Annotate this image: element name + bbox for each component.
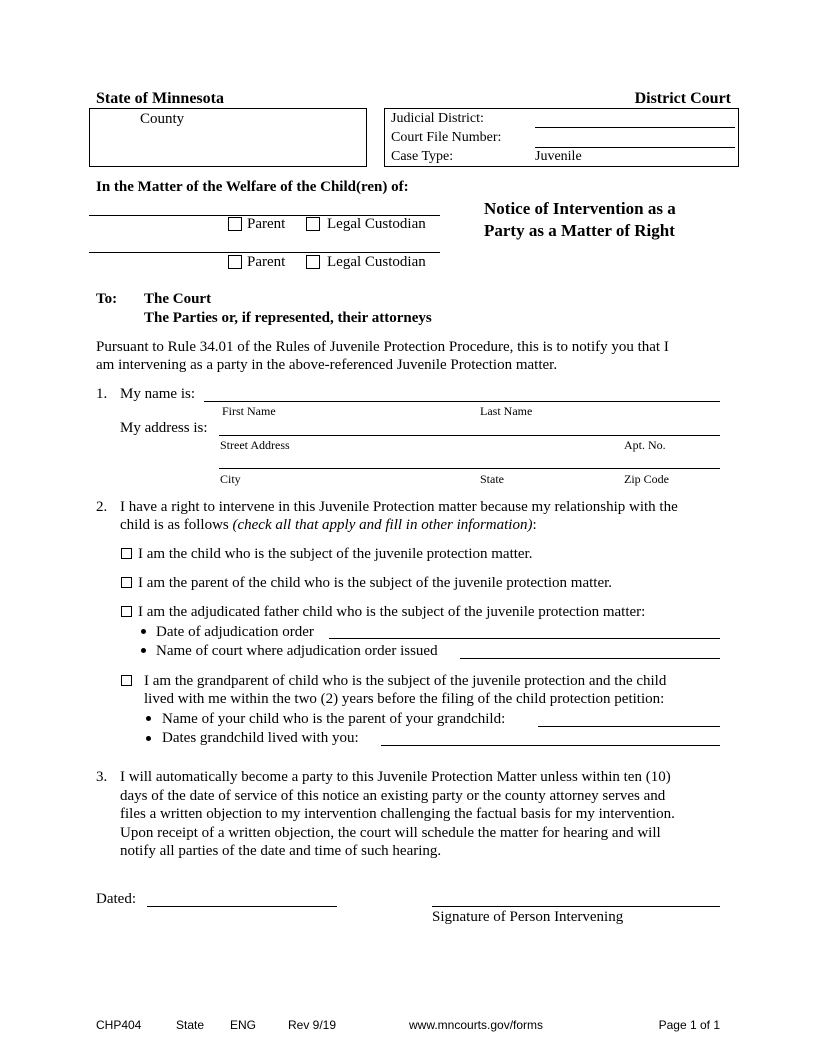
bullet-icon	[141, 629, 146, 634]
footer-form-id: CHP404	[96, 1018, 142, 1032]
state-caption: State	[480, 472, 504, 486]
item-3-line-3: files a written objection to my intervention challenging the factual basis for my intervention.	[120, 806, 675, 822]
street-address-field[interactable]	[219, 435, 720, 436]
zip-caption: Zip Code	[624, 472, 669, 486]
custodian-label-1: Legal Custodian	[327, 216, 426, 232]
footer-page-number: Page 1 of 1	[658, 1018, 720, 1032]
grandchild-dates-label: Dates grandchild lived with you:	[162, 730, 359, 746]
to-parties: The Parties or, if represented, their attorneys	[144, 310, 432, 326]
judicial-district-field[interactable]	[535, 127, 735, 128]
item-3-line-4: Upon receipt of a written objection, the court will schedule the matter for hearing and will	[120, 825, 661, 841]
form-title-line-2: Party as a Matter of Right	[484, 221, 675, 240]
dated-label: Dated:	[96, 891, 136, 907]
matter-heading: In the Matter of the Welfare of the Child(ren) of:	[96, 179, 409, 195]
grandchild-dates-field[interactable]	[381, 745, 720, 746]
intro-line-1: Pursuant to Rule 34.01 of the Rules of Juvenile Protection Procedure, this is to notify you that I	[96, 339, 669, 355]
adjudication-date-field[interactable]	[329, 638, 720, 639]
county-box	[89, 108, 367, 167]
adjudication-date-label: Date of adjudication order	[156, 624, 314, 640]
bullet-icon	[141, 648, 146, 653]
bullet-icon	[146, 736, 151, 741]
footer-scope: State	[176, 1018, 205, 1032]
dated-field[interactable]	[147, 906, 337, 907]
father-option-label: I am the adjudicated father child who is the subject of the juvenile protection matter:	[138, 604, 646, 620]
city-caption: City	[220, 472, 241, 486]
grandchild-parent-field[interactable]	[538, 726, 720, 727]
footer-revision: Rev 9/19	[288, 1018, 337, 1032]
child-option-label: I am the child who is the subject of the juvenile protection matter.	[138, 546, 533, 562]
street-caption: Street Address	[220, 438, 290, 452]
form-title-line-1: Notice of Intervention as a	[484, 199, 676, 218]
county-label: County	[140, 111, 185, 127]
name-label: My name is:	[120, 386, 195, 402]
intro-line-2: am intervening as a party in the above-referenced Juvenile Protection matter.	[96, 357, 558, 373]
item-2-instruction: (check all that apply and fill in other information)	[232, 517, 533, 533]
item-3-number: 3.	[96, 769, 108, 785]
signature-label: Signature of Person Intervening	[432, 909, 624, 925]
bullet-icon	[146, 716, 151, 721]
footer-language: ENG	[230, 1018, 257, 1032]
custodian-checkbox-2[interactable]	[306, 255, 320, 269]
parent-checkbox-2[interactable]	[228, 255, 242, 269]
item-3-line-1: I will automatically become a party to this Juvenile Protection Matter unless within ten (10)	[120, 769, 671, 785]
parent-label-2: Parent	[247, 254, 286, 270]
adjudication-court-field[interactable]	[460, 658, 720, 659]
item-3-line-5: notify all parties of the date and time of such hearing.	[120, 843, 442, 859]
grandchild-parent-label: Name of your child who is the parent of your grandchild:	[162, 711, 506, 727]
item-2-line-2: child is as follows (check all that apply and fill in other information):	[120, 517, 537, 533]
signature-field[interactable]	[432, 906, 720, 907]
item-2-number: 2.	[96, 499, 108, 515]
parent-label-1: Parent	[247, 216, 286, 232]
custodian-checkbox-1[interactable]	[306, 217, 320, 231]
state-title: State of Minnesota	[96, 90, 224, 107]
grandparent-option-line-1: I am the grandparent of child who is the subject of the juvenile protection and the child	[144, 673, 667, 689]
footer-url[interactable]: www.mncourts.gov/forms	[409, 1018, 544, 1032]
apt-caption: Apt. No.	[624, 438, 666, 452]
city-state-zip-field[interactable]	[219, 468, 720, 469]
court-title: District Court	[634, 90, 731, 107]
child-option-checkbox[interactable]	[121, 548, 132, 559]
name-field[interactable]	[204, 401, 720, 402]
court-file-number-label: Court File Number:	[391, 130, 502, 145]
custodian-label-2: Legal Custodian	[327, 254, 426, 270]
father-option-checkbox[interactable]	[121, 606, 132, 617]
parent-checkbox-1[interactable]	[228, 217, 242, 231]
to-label: To:	[96, 291, 118, 307]
case-type-label: Case Type:	[391, 149, 454, 164]
case-type-value: Juvenile	[535, 149, 582, 164]
parent-option-label: I am the parent of the child who is the subject of the juvenile protection matter.	[138, 575, 613, 591]
parent-option-checkbox[interactable]	[121, 577, 132, 588]
case-info-box	[384, 108, 739, 167]
grandparent-option-checkbox[interactable]	[121, 675, 132, 686]
judicial-district-label: Judicial District:	[391, 111, 484, 126]
to-court: The Court	[144, 291, 212, 307]
item-3-line-2: days of the date of service of this notice an existing party or the county attorney serves and	[120, 788, 666, 804]
grandparent-option-line-2: lived with me within the two (2) years before the filing of the child protection petition:	[144, 691, 665, 707]
last-name-caption: Last Name	[480, 404, 533, 418]
adjudication-court-label: Name of court where adjudication order issued	[156, 643, 438, 659]
item-2-line-1: I have a right to intervene in this Juvenile Protection matter because my relationship with the	[120, 499, 678, 515]
address-label: My address is:	[120, 420, 208, 436]
first-name-caption: First Name	[222, 404, 276, 418]
item-1-number: 1.	[96, 386, 108, 402]
